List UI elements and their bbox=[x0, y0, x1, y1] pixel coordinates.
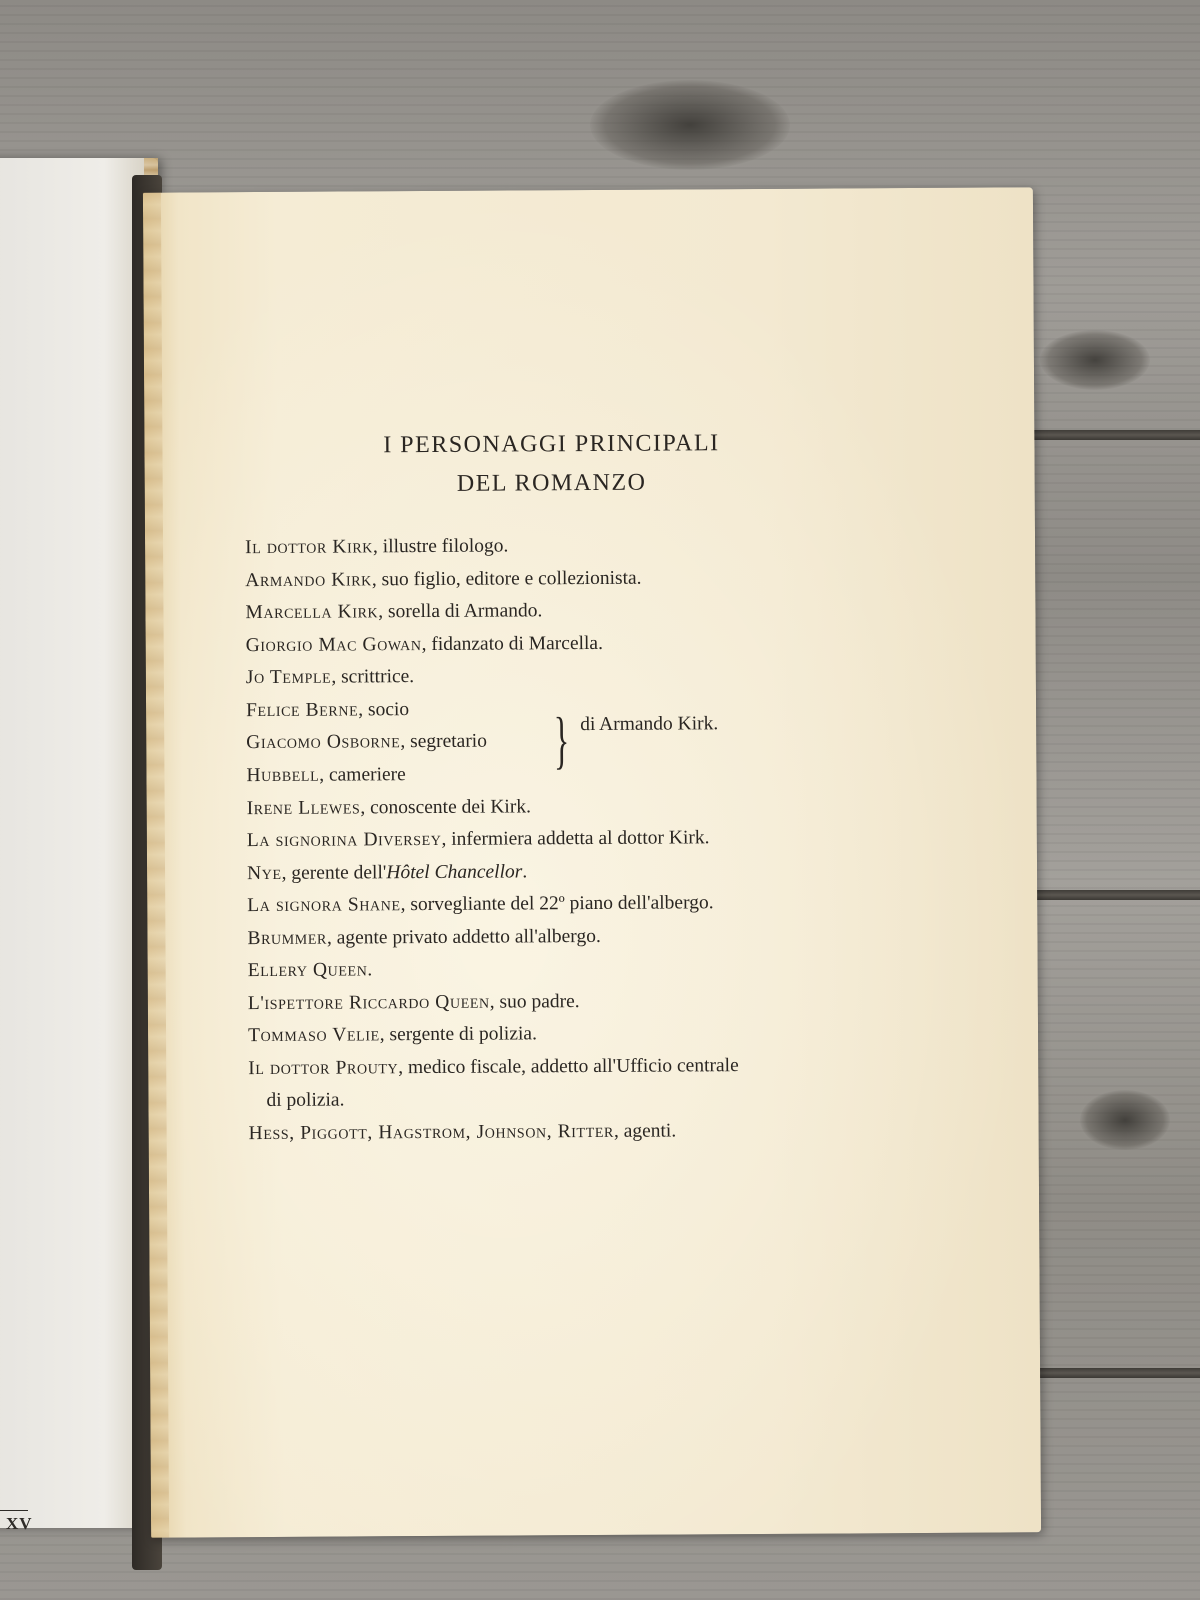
cast-entry bbox=[248, 951, 948, 988]
character-name: Felice Berne bbox=[245, 698, 359, 721]
title-line-1: I PERSONAGGI PRINCIPALI bbox=[383, 430, 720, 459]
cast-entry bbox=[247, 886, 947, 923]
cast-entry bbox=[247, 853, 947, 890]
character-desc: , medico fiscale, addetto all'Ufficio centrale bbox=[398, 1054, 739, 1078]
character-desc: . bbox=[367, 959, 373, 981]
character-desc: , cameriere bbox=[319, 763, 406, 786]
cast-entry-continuation: di polizia. bbox=[266, 1089, 345, 1111]
brace-glyph: } bbox=[553, 703, 570, 775]
character-name: Giorgio Mac Gowan bbox=[245, 633, 422, 656]
title-line-2: DEL ROMANZO bbox=[456, 469, 647, 497]
character-desc: , sorella di Armando. bbox=[378, 600, 543, 623]
character-name: Il dottor Prouty bbox=[248, 1056, 399, 1079]
character-desc: , scrittrice. bbox=[331, 666, 415, 688]
character-desc: , sergente di polizia. bbox=[379, 1023, 537, 1046]
character-name: Marcella Kirk bbox=[245, 601, 379, 624]
cast-entry bbox=[245, 528, 945, 565]
cast-entry bbox=[249, 1113, 949, 1150]
character-desc: , sorvegliante del 22º piano dell'albergo. bbox=[400, 892, 714, 916]
character-desc: , conoscente dei Kirk. bbox=[360, 795, 531, 818]
cast-entry bbox=[246, 755, 946, 792]
character-name: Giacomo Osborne bbox=[246, 731, 401, 754]
book-page bbox=[143, 187, 1041, 1537]
character-desc: , socio bbox=[358, 698, 410, 720]
cast-list bbox=[245, 528, 949, 1150]
wood-knot bbox=[590, 80, 790, 170]
character-name: Hess, Piggott, Hagstrom, Johnson, Ritter bbox=[248, 1120, 614, 1144]
cast-entry bbox=[248, 1016, 948, 1053]
character-name: Armando Kirk bbox=[245, 568, 372, 591]
folio-rule bbox=[0, 1510, 28, 1511]
wood-knot bbox=[1080, 1090, 1170, 1150]
wood-knot bbox=[1040, 330, 1150, 390]
page-title bbox=[144, 422, 1034, 505]
character-name: Jo Temple bbox=[245, 666, 332, 689]
character-name: Brummer bbox=[247, 927, 327, 949]
cast-group bbox=[246, 690, 947, 792]
entry-end: . bbox=[522, 860, 528, 882]
folio-number: XV bbox=[6, 1514, 33, 1533]
character-desc: , agente privato addetto all'albergo. bbox=[326, 925, 601, 949]
character-desc: , fidanzato di Marcella. bbox=[421, 632, 603, 655]
cast-entry bbox=[247, 788, 947, 825]
group-tail: di Armando Kirk. bbox=[580, 712, 719, 735]
character-name: La signorina Diversey bbox=[246, 828, 442, 852]
character-name: Tommaso Velie bbox=[247, 1024, 380, 1047]
character-name: Ellery Queen bbox=[247, 959, 368, 982]
cast-entry bbox=[247, 918, 947, 955]
character-desc: , infermiera addetta al dottor Kirk. bbox=[441, 827, 710, 850]
cast-entry bbox=[245, 593, 945, 630]
cast-entry bbox=[246, 625, 946, 662]
cast-entry bbox=[245, 560, 945, 597]
character-name: Hubbell bbox=[246, 764, 320, 786]
character-desc: , gerente dell' bbox=[281, 861, 387, 884]
character-desc: , suo figlio, editore e collezionista. bbox=[371, 567, 642, 590]
cast-entry bbox=[248, 983, 948, 1020]
character-name: Il dottor Kirk bbox=[245, 536, 374, 559]
cast-entry bbox=[246, 658, 946, 695]
character-desc: , segretario bbox=[400, 730, 488, 753]
hotel-name: Hôtel Chancellor bbox=[386, 860, 523, 883]
character-name: Irene Llewes bbox=[246, 796, 361, 819]
character-desc: , illustre filologo. bbox=[372, 535, 509, 558]
character-desc: , suo padre. bbox=[489, 990, 580, 1013]
cast-entry bbox=[247, 821, 947, 858]
character-name: La signora Shane bbox=[247, 894, 401, 917]
character-desc: , agenti. bbox=[613, 1119, 677, 1142]
cast-entry bbox=[248, 1048, 948, 1085]
character-name: Nye bbox=[246, 862, 282, 884]
character-name: L'ispettore Riccardo Queen bbox=[247, 991, 490, 1014]
